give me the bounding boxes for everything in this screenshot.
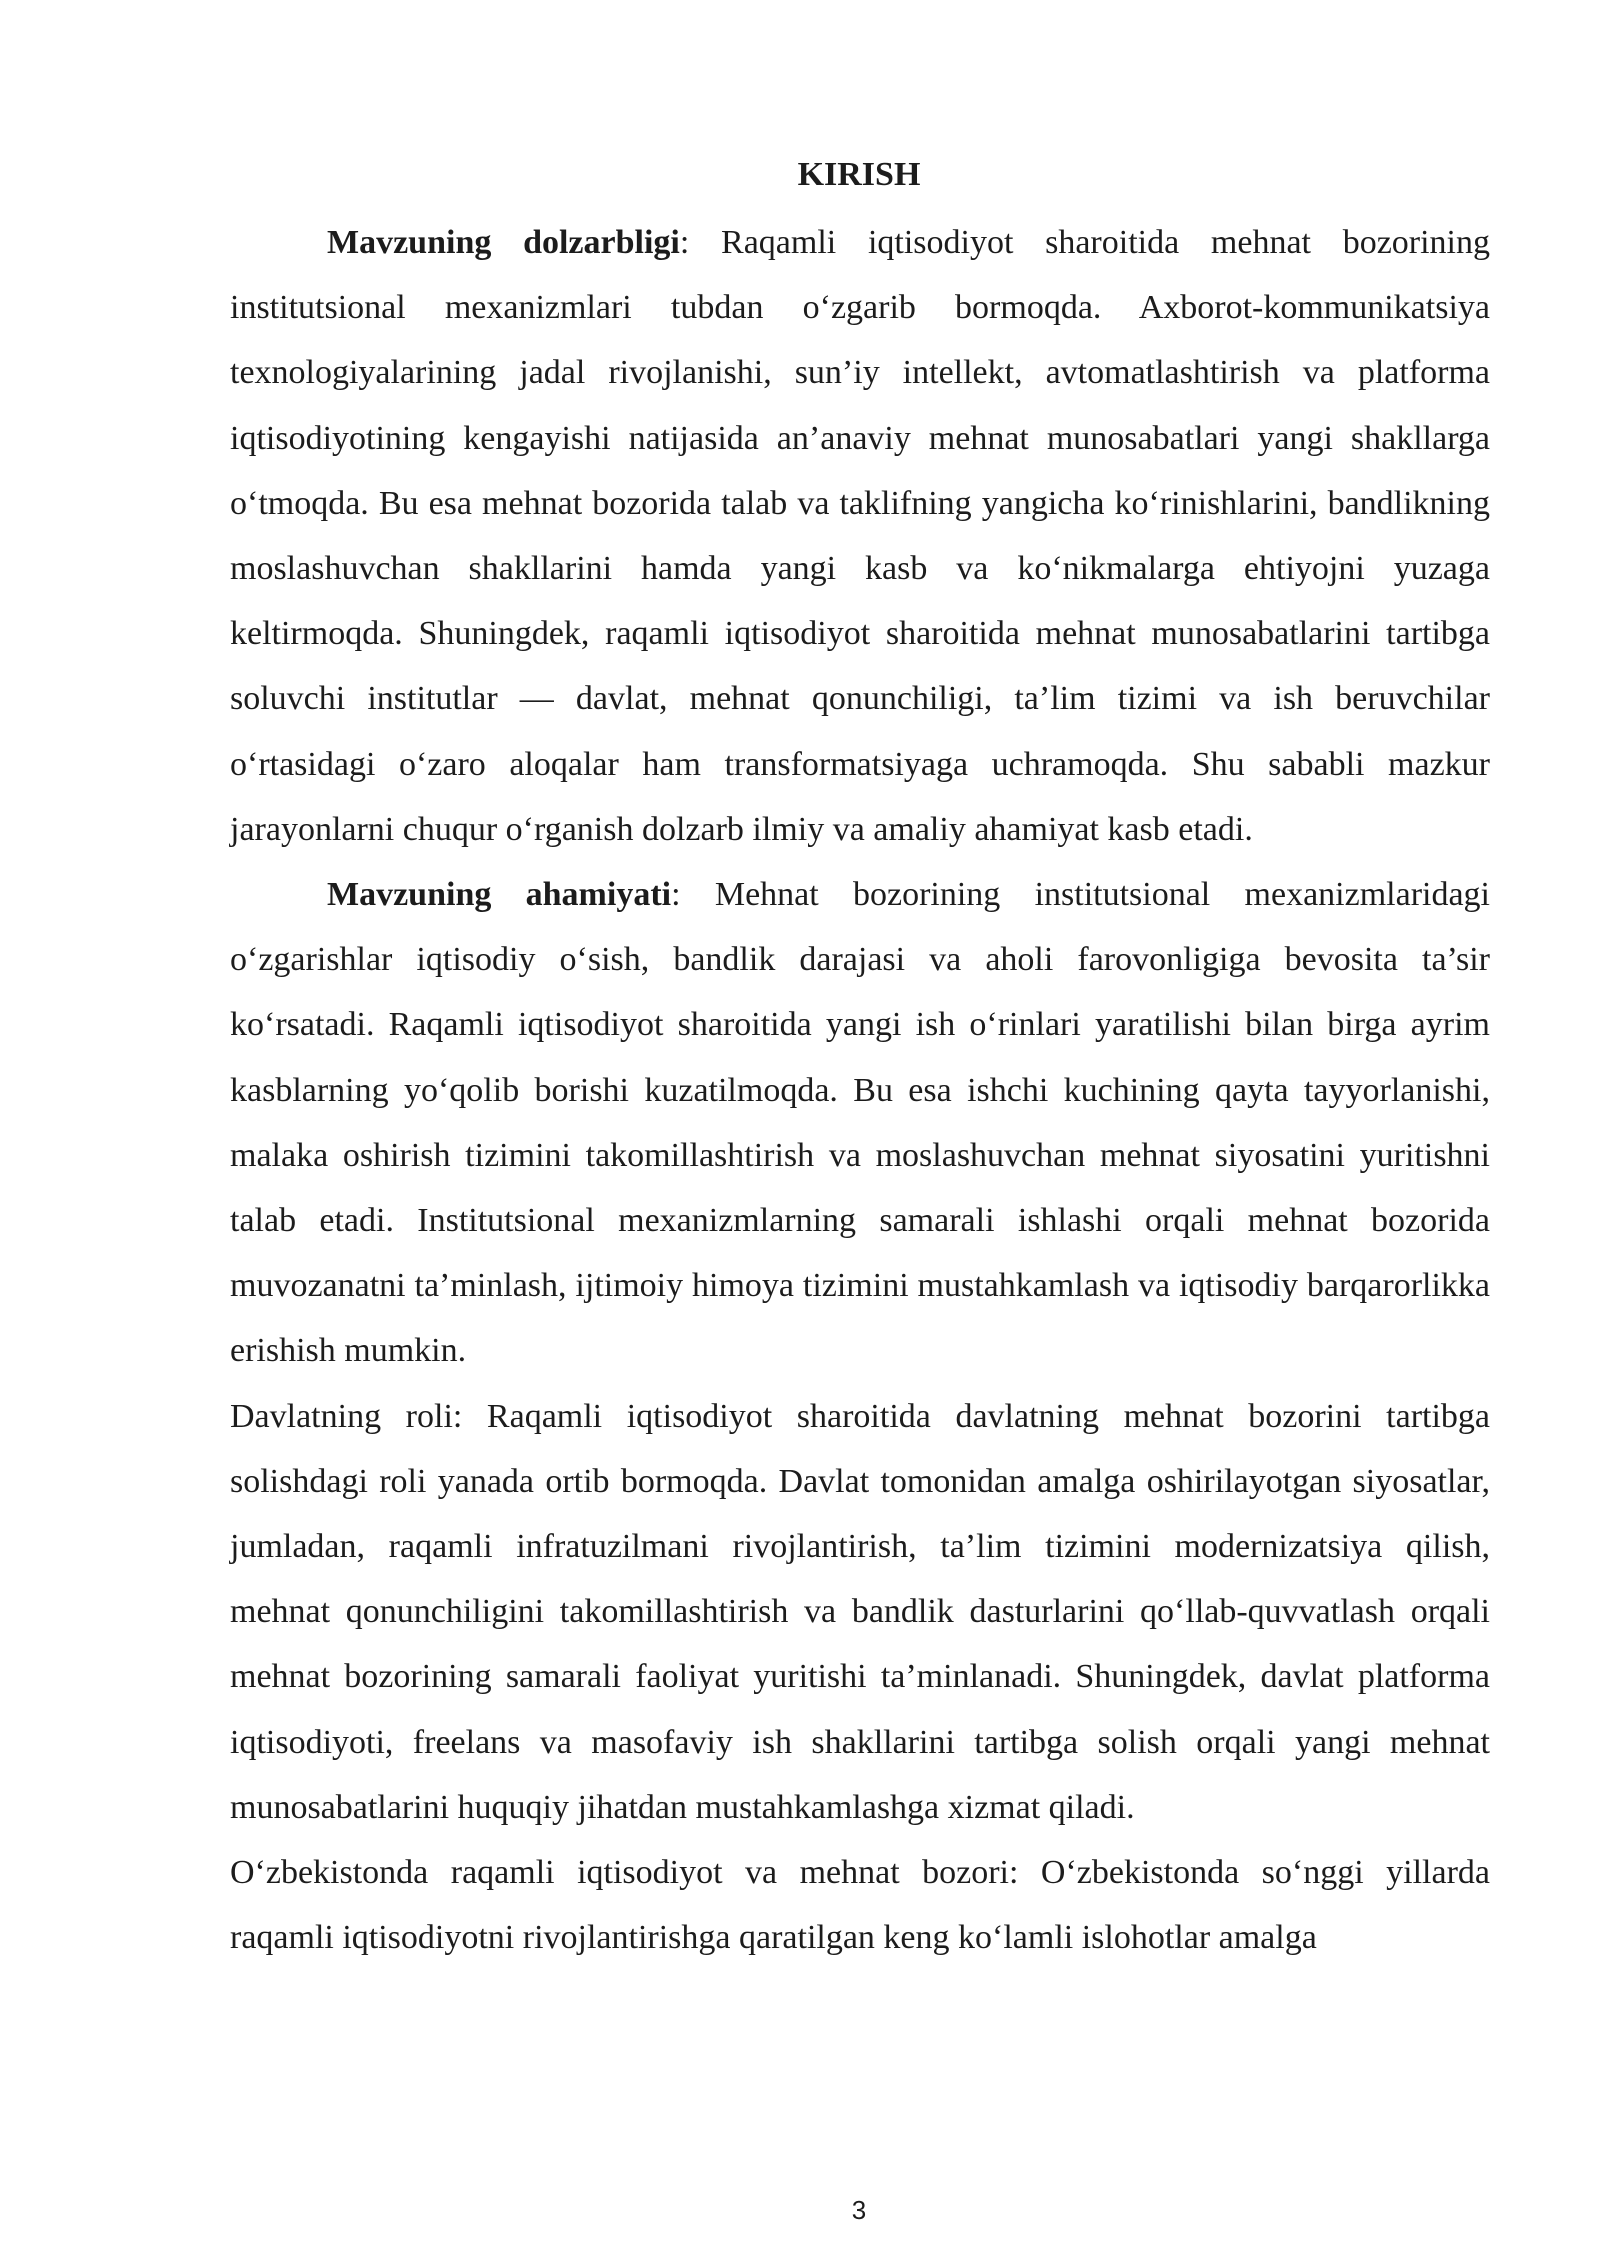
paragraph-heading-relevance: Mavzuning dolzarbligi (327, 224, 680, 261)
paragraph-text-relevance: Raqamli iqtisodiyot sharoitida mehnat bozorining institutsional mexanizmlari tubdan o‘zgarib bormoqda. Axborot-kommunikatsiya texnologiyalarining jadal rivojlanishi, sun’iy intellekt, avtomatlashtirish va platforma iqtisodiyotining kengayishi natijasida an’anaviy mehnat munosabatlari yangi shakllarga o‘tmoqda. Bu esa mehnat bozorida talab va taklifning yangicha ko‘rinishlarini, bandlikning moslashuvchan shakllarini hamda yangi kasb va ko‘nikmalarga ehtiyojni yuzaga keltirmoqda. Shuningdek, raqamli iqtisodiyot sharoitida mehnat munosabatlarini tartibga soluvchi institutlar — davlat, mehnat qonunchiligi, ta’lim tizimi va ish beruvchilar o‘rtasidagi o‘zaro aloqalar ham transformatsiyaga uchramoqda. Shu sababli mazkur jarayonlarni chuqur o‘rganish dolzarb ilmiy va amaliy ahamiyat kasb etadi. (230, 224, 1490, 848)
page-title: KIRISH (797, 156, 921, 193)
paragraph-relevance (230, 210, 1490, 862)
paragraph-text-importance: Mehnat bozorining institutsional mexanizmlaridagi o‘zgarishlar iqtisodiy o‘sish, bandlik darajasi va aholi farovonligiga bevosita ta’sir ko‘rsatadi. Raqamli iqtisodiyot sharoitida yangi ish o‘rinlari yaratilishi bilan birga ayrim kasblarning yo‘qolib borishi kuzatilmoqda. Bu esa ishchi kuchining qayta tayyorlanishi, malaka oshirish tizimini takomillashtirish va moslashuvchan mehnat siyosatini yuritishni talab etadi. Institutsional mexanizmlarning samarali ishlashi orqali mehnat bozorida muvozanatni ta’minlash, ijtimoiy himoya tizimini mustahkamlash va iqtisodiy barqarorlikka erishish mumkin. (230, 876, 1490, 1370)
paragraph-heading-importance: Mavzuning ahamiyati (327, 876, 672, 914)
paragraph-importance (230, 862, 1490, 1384)
page-number: 3 (851, 2195, 867, 2225)
document-body (230, 210, 1490, 1970)
paragraph-state-role: Davlatning roli: Raqamli iqtisodiyot sharoitida davlatning mehnat bozorini tartibga solishdagi roli yanada ortib bormoqda. Davlat tomonidan amalga oshirilayotgan siyosatlar, jumladan, raqamli infratuzilmani rivojlantirish, ta’lim tizimini modernizatsiya qilish, mehnat qonunchiligini takomillashtirish va bandlik dasturlarini qo‘llab-quvvatlash orqali mehnat bozorining samarali faoliyat yuritishi ta’minlanadi. Shuningdek, davlat platforma iqtisodiyoti, freelans va masofaviy ish shakllarini tartibga solish orqali yangi mehnat munosabatlarini huquqiy jihatdan mustahkamlashga xizmat qiladi. (230, 1397, 1490, 1826)
heading-colon: : (671, 876, 681, 914)
heading-colon: : (679, 224, 690, 261)
paragraph-uzbekistan: O‘zbekistonda raqamli iqtisodiyot va mehnat bozori: O‘zbekistonda so‘nggi yillarda raqamli iqtisodiyotni rivojlantirishga qaratilgan keng ko‘lamli islohotlar amalga (230, 1854, 1490, 1957)
